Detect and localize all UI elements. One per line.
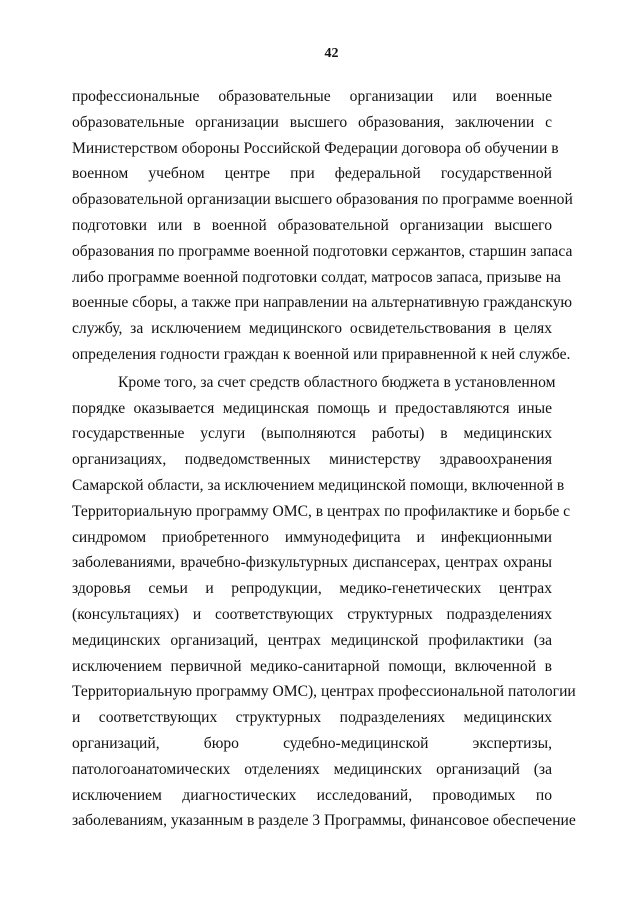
- text-line: исключением диагностических исследований, проводимых по: [72, 786, 552, 804]
- text-line: образовательные организации высшего образования, заключении с: [72, 113, 552, 131]
- text-line: исключением первичной медико-санитарной помощи, включенной в: [72, 657, 552, 675]
- text-line: патологоанатомических отделениях медицинских организаций (за: [72, 760, 552, 778]
- text-line: Министерством обороны Российской Федерации договора об обучении в: [72, 139, 559, 157]
- text-line: подготовки или в военной образовательной организации высшего: [72, 216, 552, 234]
- text-line: Самарской области, за исключением медицинской помощи, включенной в: [72, 476, 565, 494]
- text-line: медицинских организаций, центрах медицинской профилактики (за: [72, 631, 552, 649]
- text-line: профессиональные образовательные организации или военные: [72, 88, 552, 105]
- text-line: военные сборы, а также при направлении на альтернативную гражданскую: [72, 294, 573, 312]
- text-line: определения годности граждан к военной или приравненной к ней службе.: [72, 345, 571, 363]
- text-line: либо программе военной подготовки солдат, матросов запаса, призыве на: [72, 268, 561, 286]
- text-line: и соответствующих структурных подразделениях медицинских: [72, 709, 552, 727]
- text-line: службу, за исключением медицинского освидетельствования в целях: [72, 320, 552, 338]
- text-line: заболеваниям, указанным в разделе 3 Программы, финансовое обеспечение: [72, 812, 576, 830]
- text-line: Территориальную программу ОМС, в центрах по профилактике и борьбе с: [72, 502, 571, 520]
- document-body: [72, 84, 576, 834]
- text-line: здоровья семьи и репродукции, медико-генетических центрах: [72, 580, 552, 598]
- paragraph: [72, 370, 576, 834]
- text-line: Кроме того, за счет средств областного бюджета в установленном: [118, 373, 556, 391]
- text-line: (консультациях) и соответствующих структурных подразделениях: [72, 605, 552, 623]
- page-number: 42: [324, 46, 339, 61]
- text-line: образования по программе военной подготовки сержантов, старшин запаса: [72, 242, 573, 260]
- paragraph: [72, 84, 573, 368]
- text-line: заболеваниями, врачебно-физкультурных диспансерах, центрах охраны: [72, 554, 552, 572]
- text-line: образовательной организации высшего образования по программе военной: [72, 191, 573, 209]
- text-line: Территориальную программу ОМС), центрах профессиональной патологии: [72, 683, 576, 701]
- text-line: порядке оказывается медицинская помощь и предоставляются иные: [72, 399, 552, 417]
- text-line: государственные услуги (выполняются работы) в медицинских: [72, 425, 552, 443]
- text-line: синдромом приобретенного иммунодефицита и инфекционными: [72, 528, 552, 546]
- text-line: военном учебном центре при федеральной государственной: [72, 165, 552, 183]
- text-line: организаций, бюро судебно-медицинской экспертизы,: [72, 734, 552, 752]
- text-line: организациях, подведомственных министерству здравоохранения: [72, 451, 552, 469]
